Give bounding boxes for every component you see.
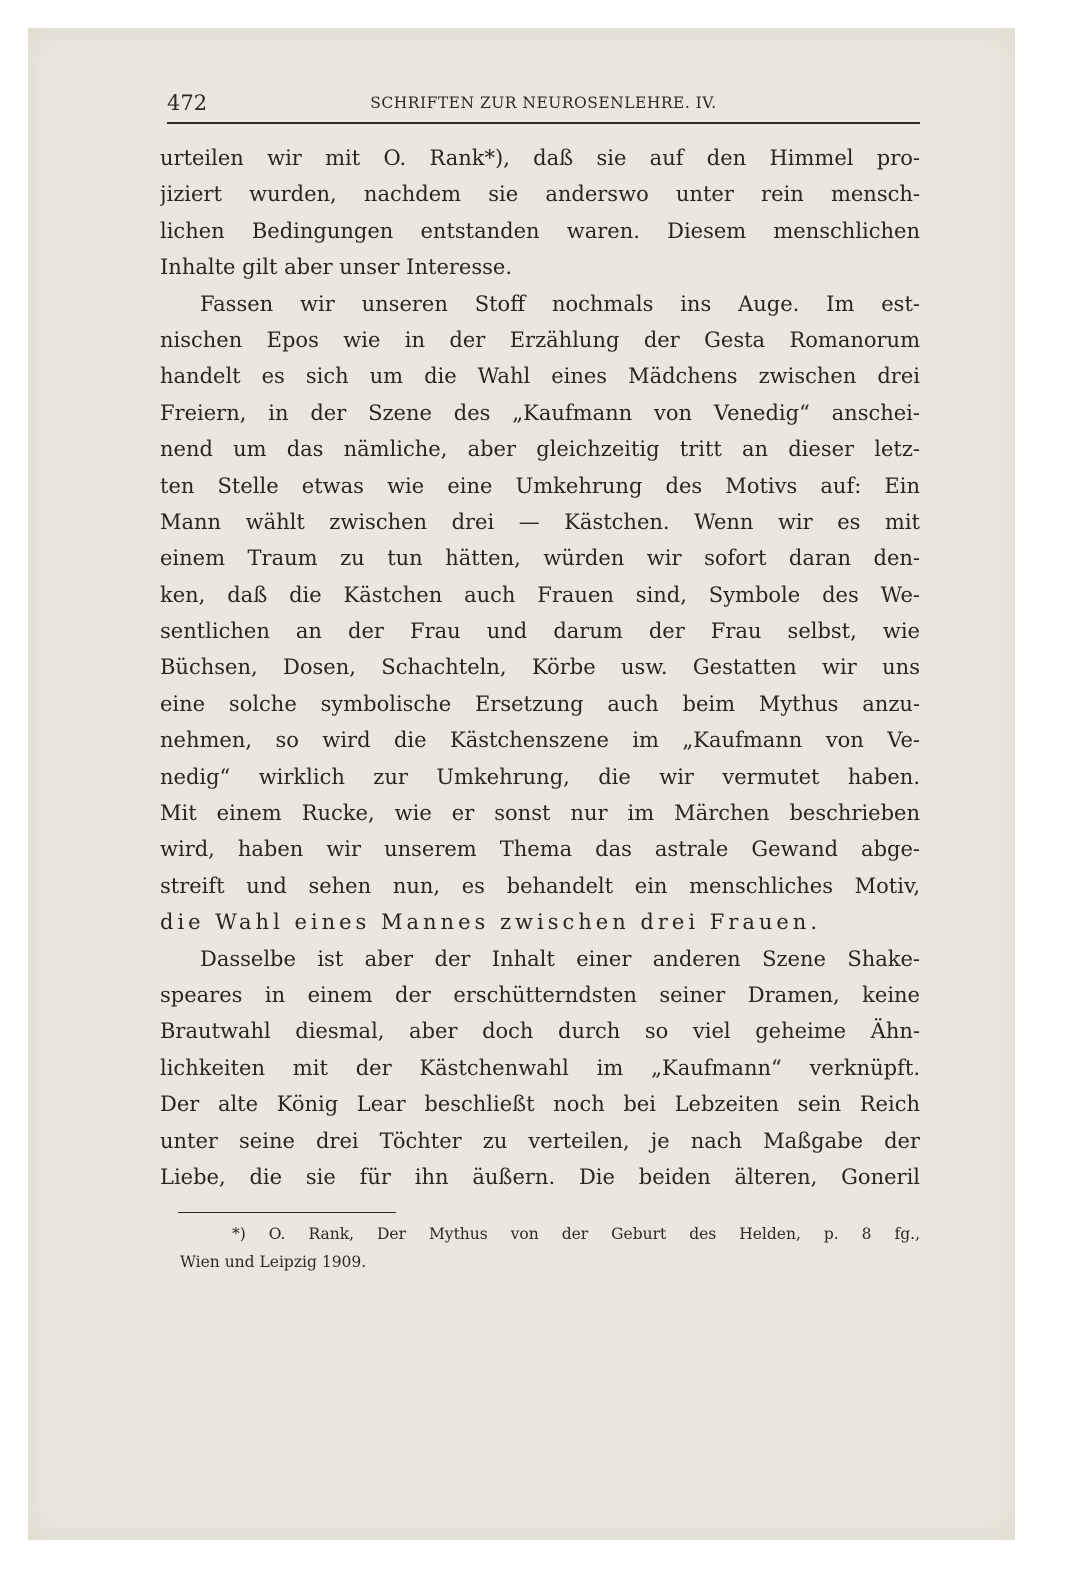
header-rule [167,122,920,124]
text-line: lichkeiten mit der Kästchenwahl im „Kaufmann“ verknüpft. [160,1055,920,1080]
text-line: jiziert wurden, nachdem sie anderswo unter rein mensch- [160,182,920,207]
footnote-line: Wien und Leipzig 1909. [180,1253,367,1271]
text-line: nehmen, so wird die Kästchenszene im „Kaufmann von Ve- [160,728,920,753]
text-line: lichen Bedingungen entstanden waren. Diesem menschlichen [160,218,920,243]
running-title: SCHRIFTEN ZUR NEUROSENLEHRE. IV. [370,94,717,112]
text-line: wird, haben wir unserem Thema das astrale Gewand abge- [160,837,920,862]
footnote [180,1220,920,1276]
text-line: Liebe, die sie für ihn äußern. Die beiden älteren, Goneril [160,1164,920,1189]
text-line: Brautwahl diesmal, aber doch durch so viel geheime Ähn- [160,1019,920,1044]
text-line: ten Stelle etwas wie eine Umkehrung des Motivs auf: Ein [160,473,920,498]
text-line: sentlichen an der Frau und darum der Frau selbst, wie [160,619,920,644]
text-line: die Wahl eines Mannes zwischen drei Frauen. [160,910,821,935]
text-line: Dasselbe ist aber der Inhalt einer anderen Szene Shake- [200,946,920,971]
text-line: einem Traum zu tun hätten, würden wir sofort daran den- [160,546,920,571]
text-line: unter seine drei Töchter zu verteilen, je nach Maßgabe der [160,1128,920,1153]
text-line: ken, daß die Kästchen auch Frauen sind, Symbole des We- [160,582,920,607]
text-line: Mann wählt zwischen drei — Kästchen. Wenn wir es mit [160,509,920,534]
text-line: Mit einem Rucke, wie er sonst nur im Märchen beschrieben [160,801,920,826]
text-line: Inhalte gilt aber unser Interesse. [160,255,512,280]
text-line: Fassen wir unseren Stoff nochmals ins Auge. Im est- [200,291,920,316]
text-line: Der alte König Lear beschließt noch bei Lebzeiten sein Reich [160,1092,920,1117]
text-line: Freiern, in der Szene des „Kaufmann von Venedig“ anschei- [160,400,920,425]
footnote-line: *) O. Rank, Der Mythus von der Geburt des Helden, p. 8 fg., [232,1225,920,1243]
text-line: nend um das nämliche, aber gleichzeitig tritt an dieser letz- [160,437,920,462]
footnote-rule [178,1212,396,1213]
text-line: Büchsen, Dosen, Schachteln, Körbe usw. Gestatten wir uns [160,655,920,680]
page-number: 472 [167,91,208,115]
text-line: nedig“ wirklich zur Umkehrung, die wir vermutet haben. [160,764,920,789]
text-line: eine solche symbolische Ersetzung auch beim Mythus anzu- [160,691,920,716]
page-header [167,88,920,118]
text-line: speares in einem der erschütterndsten seiner Dramen, keine [160,982,920,1007]
text-line: handelt es sich um die Wahl eines Mädchens zwischen drei [160,364,920,389]
body-text [160,140,920,1195]
text-line: streift und sehen nun, es behandelt ein menschliches Motiv, [160,873,920,898]
text-line: nischen Epos wie in der Erzählung der Gesta Romanorum [160,327,920,352]
text-line: urteilen wir mit O. Rank*), daß sie auf den Himmel pro- [160,146,920,170]
